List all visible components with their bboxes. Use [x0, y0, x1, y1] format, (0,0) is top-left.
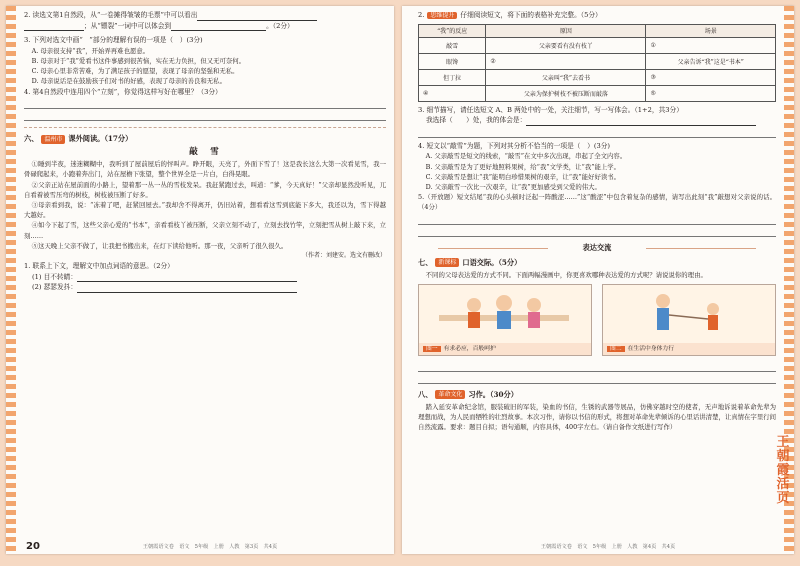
answer-line[interactable] — [418, 372, 776, 384]
comic-image-2: 图二 在生活中身体力行 — [602, 284, 776, 356]
section-divider-expression: 表达交流 — [418, 241, 776, 254]
q4-option-c: C. 父亲敲雪是想让“我”能明白珍惜果树的艰辛，让“我”能好好读书。 — [425, 172, 621, 181]
question-1: 1. 联系上下文，理解文中加点词语的意思。（2分） — [24, 262, 174, 271]
question-4: 4. 第4自然段中连用四个“立刻”，你觉得这样写好在哪里？（3分） — [24, 87, 222, 96]
article-paragraph: ②父亲正站在屋前面的小路上，望着那一丛一丛的雪枝发呆。我赶紧跑过去，叫道：“爹，今天真好！”父亲却显然没听见，兀自看着被雪压弯的树枝，树枝被压断了好多。 — [24, 180, 386, 199]
table-row: ④ 父亲为保护树枝不被压断而敲落 ⑤ — [419, 85, 776, 101]
region-tag: 温州市 — [41, 135, 65, 144]
section-6-header: 六、 温州市 课外阅读。（17分） — [24, 134, 133, 144]
table-row: 敲雪 父亲要看有没有枝丫 ① — [419, 37, 776, 53]
article-paragraph: ①睡到半夜，迷迷糊糊中，我听到了屋前屋后的怦叫声。睁开眼，天亮了，外面下雪了！这是我长这么大第一次看见雪，我一骨碌爬起来，小跑着奔出门，站在屋檐下张望，整个世界全是一片白，白得晃眼。 — [24, 160, 386, 179]
table-row: 眼馋 ② 父亲告诉“我”这是“书本” — [419, 53, 776, 69]
answer-line[interactable] — [418, 225, 776, 237]
answer-line[interactable] — [418, 213, 776, 225]
answer-line[interactable] — [418, 126, 776, 138]
question-2: 2. 读选文第1自然段，从“一卷摊得皱皱的毛票”中可以看出 — [24, 10, 386, 21]
q1-part-b: (2) 瑟瑟发抖： — [24, 282, 386, 293]
article-title: 敲 雪 — [189, 147, 221, 158]
family-illustration-icon — [419, 285, 591, 343]
table-header: “我”的反应 — [419, 24, 486, 37]
section-7-header: 七、 新课标 口语交际。（5分） — [418, 257, 522, 267]
q1-part-a: (1) 目不转睛： — [24, 272, 386, 283]
article-paragraph: ③母亲看到我，说：“冻着了吧，赶紧回屋去。”我却舍不得离开，仍旧站着，想看看这雪到底能下多大，我还以为，雪下得越大越好。 — [24, 201, 386, 220]
article-paragraph: ④如今下起了雪，这些父亲心爱的“书本”，亲看看枝丫被压断，父亲立刻不动了，立刻去找竹竿，立刻把雪从树上敲下来，立刻…… — [24, 221, 386, 240]
article-source: （作者：刘建安。选文有删改） — [301, 252, 386, 260]
answer-table — [418, 24, 776, 102]
table-header: 原因 — [486, 24, 646, 37]
section-8-prompt: 踏入延安革命纪念馆，服装破旧的军装，染血的书信，生锈的武器等展品，仿佛穿越时空的使者，无声地诉说着革命先辈为理想而战，为人民而牺牲的壮烈故事。本次习作，请你以书信的形式，将想对革命先辈倾诉的心里话讲清楚，让真情在字里行间自然流露。要求：题目自拟；语句通顺，内容具体，400字左右。（请自备作文纸进行写作） — [418, 402, 776, 432]
page-number: 20 — [26, 541, 40, 552]
comic-panels — [418, 284, 776, 356]
q3-option-b: B. 母亲对于“我”爱看书这件事感到很苦恼，实在无力负担，但又无可奈何。 — [31, 56, 246, 65]
left-page — [6, 6, 394, 554]
question-2-header: 2. 思维提升 仔细阅读短文，将下面的表格补充完整。（5分） — [418, 11, 602, 19]
right-page — [402, 6, 794, 554]
q4-option-b: B. 父亲敲雪是为了更好地照料果树，给“我”文学类，让“我”能上学。 — [425, 162, 621, 171]
parent-child-illustration-icon — [603, 285, 775, 343]
answer-line[interactable] — [24, 97, 386, 109]
table-row: 但丁拉 父亲叫“我”去看书 ③ — [419, 69, 776, 85]
q3-option-c: C. 母亲心里非常苦难，为了满足孩子的愿望，表现了母亲的坚强和无私。 — [31, 67, 239, 76]
section-8-header: 八、 革命文化 习作。（30分） — [418, 389, 518, 399]
curriculum-tag: 新课标 — [435, 258, 459, 267]
page-edge-decoration — [6, 6, 16, 554]
page-footer: 王朝霞语文卷 语文 5年级 上册 人教 第4页 共4页 — [540, 544, 676, 550]
brand-logo: 王朝霞 活页 — [776, 435, 790, 506]
table-header: 场景 — [646, 24, 776, 37]
page-footer: 王朝霞语文卷 语文 5年级 上册 人教 第3页 共4页 — [142, 544, 278, 550]
section-divider — [24, 127, 386, 128]
question-2-continued: ；从“镖裂”一词中可以体会到 。（2分） — [24, 21, 386, 32]
question-4: 4. 短文以“敲雪”为题，下列对其分析不恰当的一项是（ ）(3分) — [418, 141, 611, 150]
skill-tag: 思维提升 — [427, 12, 457, 19]
q3-option-d: D. 母亲说话是在鼓励孩子们对书的好感，表现了母亲的善良和无私。 — [31, 77, 226, 86]
question-5: 5.（开放题）短文结尾“我的心头顿时泛起一阵酸涩……”这“酸涩”中包含着复杂的感情，请写出此刻“我”敲想对父亲说的话。（4分） — [418, 193, 776, 212]
q3-option-a: A. 母亲很支持“我”，开始弄再难也愿意。 — [31, 46, 150, 55]
answer-line[interactable] — [418, 360, 776, 372]
article-paragraph: ⑤这天晚上父亲不做了，让我把书搬出来，在灯下读给他听。那一夜，父亲听了很久很久。 — [31, 241, 288, 250]
comic-image-1: 图一 有求必应，百般呵护 — [418, 284, 592, 356]
q3-answer-prompt: 我选择（ ）处，我的体会是： — [418, 115, 776, 126]
q4-option-d: D. 父亲敲雪一次比一次艰辛，让“我”更加感受到父爱的伟大。 — [425, 182, 601, 191]
answer-line[interactable] — [24, 109, 386, 121]
theme-tag: 革命文化 — [435, 390, 465, 399]
section-7-prompt: 不同的父母表达爱的方式不同。下面两幅漫画中，你更喜欢哪种表达爱的方式呢？请说说你的理由。 — [425, 270, 707, 279]
question-3: 3. 细节描写，请任选短文 A、B 两处中的一处，关注细节，写一写体会。（1+2，共3分） — [418, 105, 683, 114]
q4-option-a: A. 父亲敲雪是短文的线索，“敲雪”在文中多次出现，串起了全文内容。 — [425, 152, 627, 161]
question-3: 3. 下列对选文中画“ ”部分的理解有误的一项是（ ）(3分) — [24, 36, 203, 45]
